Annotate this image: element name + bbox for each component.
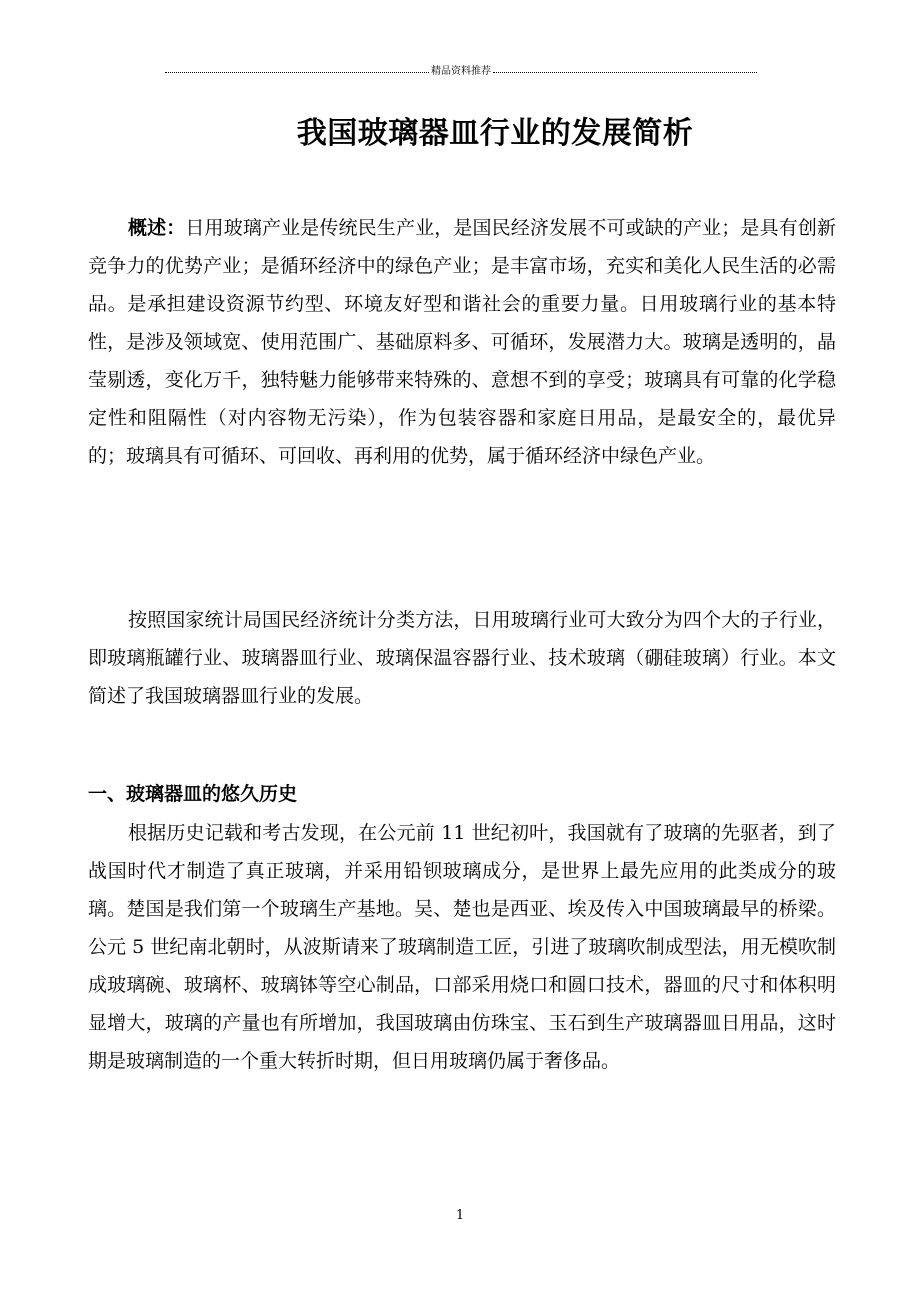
page-header [165,64,757,80]
section-heading-history: 一、玻璃器皿的悠久历史 [88,783,298,805]
classification-paragraph: 按照国家统计局国民经济统计分类方法，日用玻璃行业可大致分为四个大的子行业，即玻璃瓶罐行业、玻璃器皿行业、玻璃保温容器行业、技术玻璃（硼硅玻璃）行业。本文简述了我国玻璃器皿行业的发展。 [88,609,836,707]
document-title: 我国玻璃器皿行业的发展简析 [296,116,694,151]
history-paragraph: 根据历史记载和考古发现，在公元前 11 世纪初叶，我国就有了玻璃的先驱者，到了战国时代才制造了真正玻璃，并采用铅钡玻璃成分，是世界上最先应用的此类成分的玻璃。楚国是我们第一个玻璃生产基地。吴、楚也是西亚、埃及传入中国玻璃最早的桥梁。公元 5 世纪南北朝时，从波斯请来了玻璃制造工匠，引进了玻璃吹制成型法，用无模吹制成玻璃碗、玻璃杯、玻璃钵等空心制品，口部采用烧口和圆口技术，器皿的尺寸和体积明显增大，玻璃的产量也有所增加，我国玻璃由仿珠宝、玉石到生产玻璃器皿日用品，这时期是玻璃制造的一个重大转折时期，但日用玻璃仍属于奢侈品。 [88,822,836,1072]
header-dotted-rule-right [493,72,757,74]
overview-label: 概述： [128,217,186,239]
header-label: 精品资料推荐 [431,66,491,77]
overview-paragraph [88,209,836,475]
header-dotted-rule-left [165,72,429,74]
overview-text: 日用玻璃产业是传统民生产业，是国民经济发展不可或缺的产业；是具有创新竞争力的优势产业；是循环经济中的绿色产业；是丰富市场，充实和美化人民生活的必需品。是承担建设资源节约型、环境友好型和谐社会的重要力量。日用玻璃行业的基本特性，是涉及领域宽、使用范围广、基础原料多、可循环，发展潜力大。玻璃是透明的，晶莹剔透，变化万千，独特魅力能够带来特殊的、意想不到的享受；玻璃具有可靠的化学稳定性和阻隔性（对内容物无污染），作为包装容器和家庭日用品，是最安全的，最优异的；玻璃具有可循环、可回收、再利用的优势，属于循环经济中绿色产业。 [88,217,836,467]
page-number: 1 [455,1208,465,1223]
